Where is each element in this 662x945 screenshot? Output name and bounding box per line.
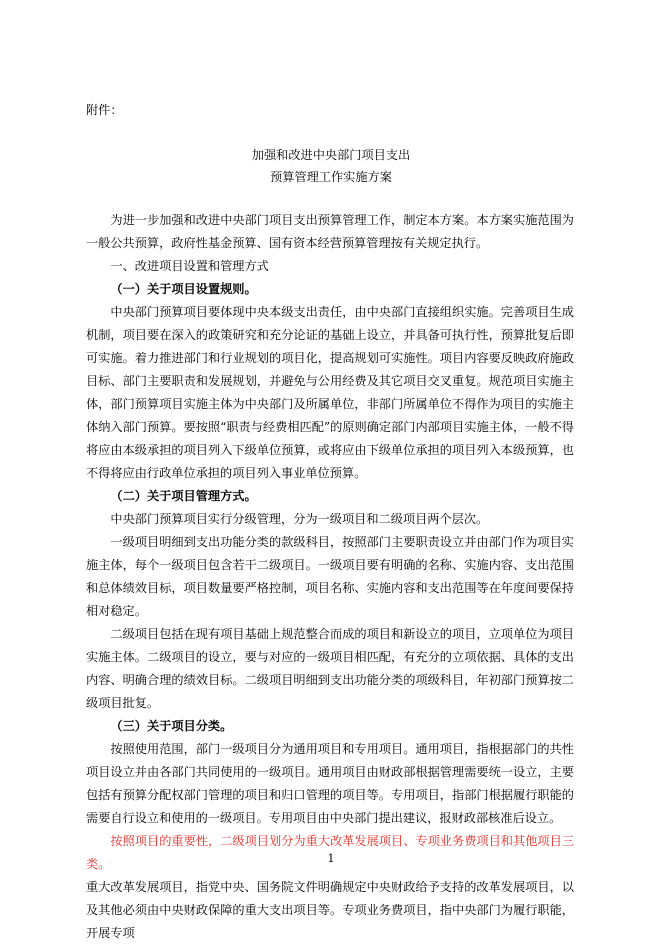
paragraph-project-setting: 中央部门预算项目要体现中央本级支出责任，由中央部门直接组织实施。完善项目生成机制，项目要在深入的政策研究和充分论证的基础上设立，并具备可执行性，预算批复后即可实施。着力推进部门和行业规划的项目化，提高规划可实施性。项目内容要反映政府施政目标、部门主要职责和发展规划，并避免与公用经费及其它项目交叉重复。规范项目实施主体，部门预算项目实施主体为中央部门及所属单位，非部门所属单位不得作为项目的实施主体纳入部门预算。要按照“职责与经费相匹配”的原则确定部门内部项目实施主体，一般不得将应由本级承担的项目列入下级单位预算，或将应由下级单位承担的项目列入本级预算，也不得将应由行政单位承担的项目列入事业单位预算。 — [86, 305, 574, 480]
document-title-line-1: 加强和改进中央部门项目支出 — [251, 148, 411, 162]
paragraph-first-level-projects: 一级项目明细到支出功能分类的款级科目，按照部门主要职责设立并由部门作为项目实施主体，每个一级项目包含若干二级项目。一级项目要有明确的名称、实施内容、支出范围和总体绩效目标，项目数量要严格控制，项目名称、实施内容和支出范围等在年度间要保持相对稳定。 — [86, 535, 574, 618]
section-heading-1: 一、改进项目设置和管理方式 — [110, 259, 269, 273]
attachment-label: 附件： — [86, 103, 123, 117]
subsection-heading-3: （三）关于项目分类。 — [110, 719, 233, 733]
paragraph-tiered-management: 中央部门预算项目实行分级管理，分为一级项目和二级项目两个层次。 — [110, 512, 489, 526]
paragraph-second-level-projects: 二级项目包括在现有项目基础上规范整合而成的项目和新设立的项目，立项单位为项目实施主体。二级项目的设立，要与对应的一级项目相匹配，有充分的立项依据、具体的支出内容、明确合理的绩效目标。二级项目明细到支出功能分类的项级科目，年初部门预算按二级项目批复。 — [86, 627, 574, 710]
intro-paragraph: 为进一步加强和改进中央部门项目支出预算管理工作，制定本方案。本方案实施范围为一般公共预算，政府性基金预算、国有资本经营预算管理按有关规定执行。 — [86, 213, 574, 250]
paragraph-major-projects: 重大改革发展项目，指党中央、国务院文件明确规定中央财政给予支持的改革发展项目，以及其他必须由中央财政保障的重大支出项目等。专项业务费项目，指中央部门为履行职能，开展专项 — [86, 880, 574, 940]
subsection-heading-1: （一）关于项目设置规则。 — [110, 282, 257, 296]
page-number: 1 — [327, 852, 335, 865]
document-body — [86, 209, 574, 945]
subsection-heading-2: （二）关于项目管理方式。 — [110, 489, 257, 503]
highlighted-paragraph: 按照项目的重要性，二级项目划分为重大改革发展项目、专项业务费项目和其他项目三类。 — [86, 834, 574, 871]
document-title-line-2: 预算管理工作实施方案 — [270, 170, 392, 184]
paragraph-usage-classification: 按照使用范围，部门一级项目分为通用项目和专用项目。通用项目，指根据部门的共性项目设立并由各部门共同使用的一级项目。通用项目由财政部根据管理需要统一设立，主要包括有预算分配权部门管理的项目和归口管理的项目等。专用项目，指部门根据履行职能的需要自行设立和使用的一级项目。专用项目由中央部门提出建议，报财政部核准后设立。 — [86, 742, 574, 825]
